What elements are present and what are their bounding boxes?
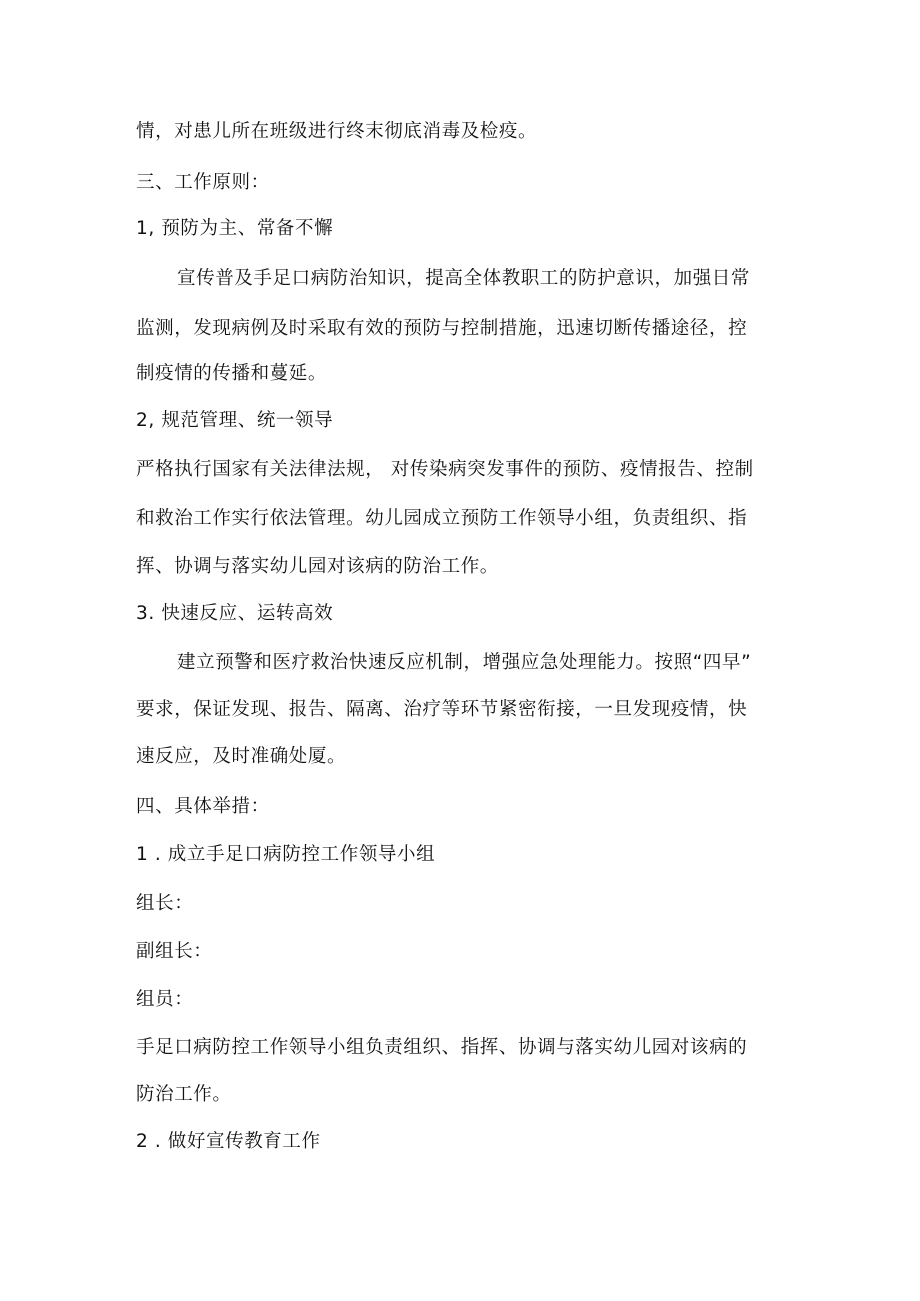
body-text-line: 宣传普及手足口病防治知识，提高全体教职工的防护意识，加强日常 [177,268,751,289]
body-text-line: 速反应，及时准确处厦。 [136,746,347,767]
subsection-heading: 2 . 做好宣传教育工作 [136,1131,321,1152]
subsection-heading: 1 . 成立手足口病防控工作领导小组 [136,844,436,865]
body-text-line: 手足口病防控工作领导小组负责组织、指挥、协调与落实幼儿园对该病的 [136,1037,748,1058]
body-text-line: 情，对患儿所在班级进行终末彻底消毒及检疫。 [136,121,538,142]
body-text-line: 建立预警和医疗救治快速反应机制，增强应急处理能力。按照“四早” [177,652,752,673]
body-text-line: 严格执行国家有关法律法规， 对传染病突发事件的预防、疫情报告、控制 [136,459,754,480]
body-text-line: 防治工作。 [136,1084,232,1105]
body-text-line: 挥、协调与落实幼儿园对该病的防治工作。 [136,556,499,577]
subsection-heading: 2, 规范管理、统一领导 [136,410,334,431]
body-text-line: 制疫情的传播和蔓延。 [136,363,328,384]
subsection-heading: 3. 快速反应、运转高效 [136,603,334,624]
body-text-line: 副组长： [136,941,213,962]
section-heading: 四、具体举措： [136,796,270,817]
body-text-line: 和救治工作实行依法管理。幼儿园成立预防工作领导小组，负责组织、指 [136,508,748,529]
subsection-heading: 1, 预防为主、常备不懈 [136,218,334,239]
body-text-line: 要求，保证发现、报告、隔离、治疗等环节紧密衔接，一旦发现疫情，快 [136,699,748,720]
section-heading: 三、工作原则： [136,172,270,193]
body-text-line: 监测，发现病例及时采取有效的预防与控制措施，迅速切断传播途径，控 [136,318,748,339]
body-text-line: 组员： [136,989,194,1010]
body-text-line: 组长： [136,893,194,914]
